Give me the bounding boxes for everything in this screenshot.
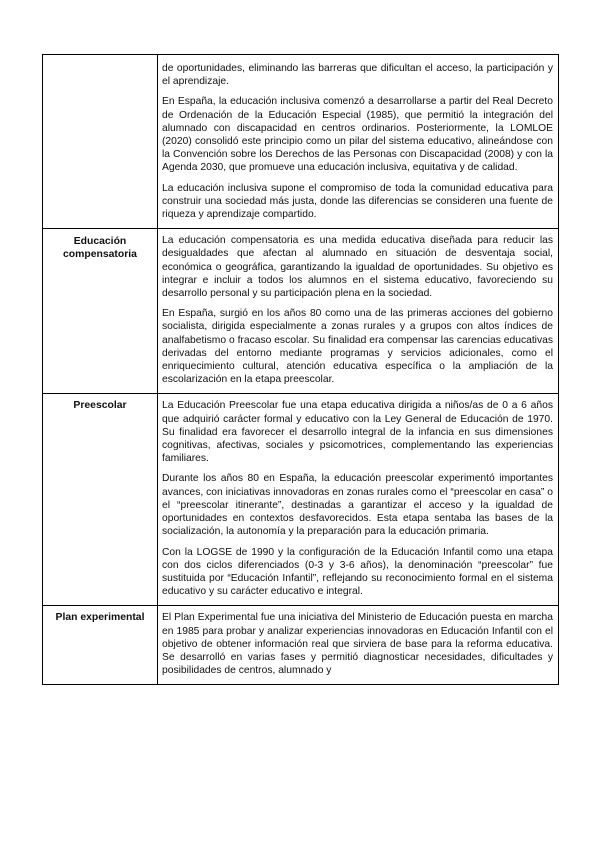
table-row xyxy=(43,606,559,685)
definition-paragraph: La Educación Preescolar fue una etapa educativa dirigida a niños/as de 0 a 6 años que adquirió carácter formal y educativo con la Ley General de Educación de 1970. Su finalidad era favorecer el desarrollo integral de la infancia en sus dimensiones cognitivas, afectivas, sociales y psicomotrices, complementando las experiencias familiares. xyxy=(162,400,553,465)
definition-cell xyxy=(158,229,559,394)
term-cell xyxy=(43,606,158,685)
definition-paragraph: El Plan Experimental fue una iniciativa del Ministerio de Educación puesta en marcha en 1985 para probar y analizar experiencias innovadoras en Educación Infantil con el objetivo de obtener información real que sirviera de base para la reforma educativa. Se desarrolló en varias fases y permitió diagnosticar necesidades, dificultades y posibilidades de centros, alumnado y xyxy=(162,612,553,677)
definition-paragraph: En España, surgió en los años 80 como una de las primeras acciones del gobierno socialista, dirigida especialmente a zonas rurales y a grupos con altos índices de analfabetismo o fracaso escolar. Su finalidad era compensar las carencias educativas derivadas del entorno mediante programas y servicios adicionales, como el enriquecimiento cultural, atención educativa específica o la ampliación de la escolarización en la etapa preescolar. xyxy=(162,308,553,386)
definition-paragraph: de oportunidades, eliminando las barreras que dificultan el acceso, la participación y el aprendizaje. xyxy=(162,63,553,88)
term-label xyxy=(43,55,157,61)
table-row xyxy=(43,394,559,606)
term-label: Preescolar xyxy=(73,400,127,412)
definition-cell xyxy=(158,55,559,229)
term-cell xyxy=(43,55,158,229)
definition-paragraph: La educación compensatoria es una medida educativa diseñada para reducir las desigualdades que afectan al alumnado en situación de desventaja social, económica o geográfica, garantizando la igualdad de oportunidades. Su objetivo es integrar e incluir a todos los alumnos en el sistema educativo, favoreciendo su desarrollo personal y su participación plena en la sociedad. xyxy=(162,235,553,300)
glossary-table xyxy=(42,54,559,685)
term-cell xyxy=(43,394,158,606)
term-label: Plan experimental xyxy=(55,612,145,624)
definition-cell xyxy=(158,394,559,606)
term-label: Educación compensatoria xyxy=(63,236,137,260)
definition-paragraph: Con la LOGSE de 1990 y la configuración de la Educación Infantil como una etapa con dos ciclos diferenciados (0-3 y 3-6 años), la denominación “preescolar” fue sustituida por “Educación Infantil”, reflejando su reconocimiento formal en el sistema educativo y su carácter educativo e integral. xyxy=(162,546,553,598)
term-cell xyxy=(43,229,158,394)
definition-paragraph: Durante los años 80 en España, la educación preescolar experimentó importantes avances, con iniciativas innovadoras en zonas rurales como el “preescolar en casa” o el “preescolar itinerante”, destinadas a garantizar el acceso y la igualdad de oportunidades en contextos desfavorecidos. Esta etapa sentaba las bases de la socialización, la autonomía y la preparación para la educación primaria. xyxy=(162,473,553,538)
definition-paragraph: La educación inclusiva supone el compromiso de toda la comunidad educativa para construir una sociedad más justa, donde las diferencias se consideren una fuente de riqueza y aprendizaje compartido. xyxy=(162,182,553,221)
table-row xyxy=(43,55,559,229)
table-row xyxy=(43,229,559,394)
definition-paragraph: En España, la educación inclusiva comenzó a desarrollarse a partir del Real Decreto de Ordenación de la Educación Especial (1985), que permitió la integración del alumnado con discapacidad en centros ordinarios. Posteriormente, la LOMLOE (2020) consolidó este principio como un pilar del sistema educativo, alineándose con la Convención sobre los Derechos de las Personas con Discapacidad (2008) y con la Agenda 2030, que promueve una educación inclusiva, equitativa y de calidad. xyxy=(162,96,553,174)
definition-cell xyxy=(158,606,559,685)
